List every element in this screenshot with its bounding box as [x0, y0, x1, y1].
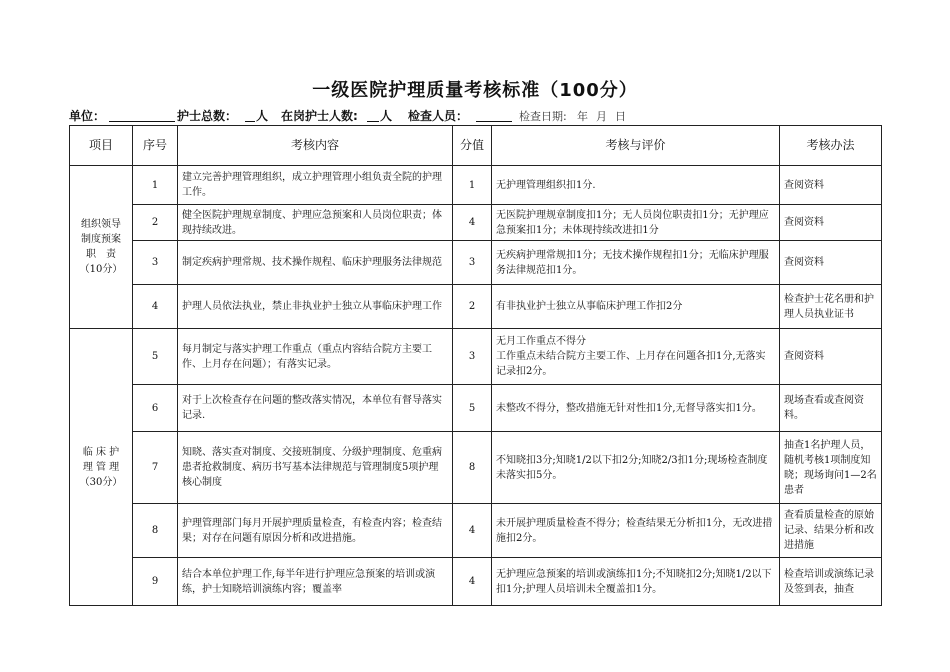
row-content: 制定疾病护理常规、技术操作规程、临床护理服务法律规范: [178, 241, 453, 285]
row-method: 查阅资料: [780, 166, 882, 205]
section-org-leadership: 组织领导 制度预案 职 责 （10分）: [70, 166, 133, 329]
info-line: [69, 107, 889, 123]
unit-label: 单位：: [69, 109, 106, 123]
row-method: 抽查1名护理人员，随机考核1项制度知晓；现场询问1—2名患者: [780, 432, 882, 504]
row-content: 护理管理部门每月开展护理质量检查，有检查内容；检查结果；对存在问题有原因分析和改进措施。: [178, 504, 453, 558]
row-score: 1: [453, 166, 492, 205]
table-row: [70, 504, 882, 558]
row-method: 查阅资料: [780, 241, 882, 285]
date-year: 年: [577, 110, 588, 123]
on-duty-unit: 人: [380, 109, 393, 123]
row-number: 9: [133, 558, 178, 606]
row-evaluation: 有非执业护士独立从事临床护理工作扣2分: [492, 285, 780, 329]
row-method: 检查培训或演练记录及签到表，抽查: [780, 558, 882, 606]
row-method: 查阅资料: [780, 205, 882, 241]
row-content: 每月制定与落实护理工作重点（重点内容结合院方主要工作、上月存在问题）；有落实记录。: [178, 329, 453, 385]
date-label: 检查日期:: [519, 110, 567, 123]
table-row: [70, 285, 882, 329]
row-score: 3: [453, 329, 492, 385]
table-row: [70, 432, 882, 504]
header-project: 项目: [70, 126, 133, 166]
table-row: [70, 558, 882, 606]
header-number: 序号: [133, 126, 178, 166]
row-evaluation: 无医院护理规章制度扣1分；无人员岗位职责扣1分；无护理应急预案扣1分；未体现持续改进扣1分: [492, 205, 780, 241]
table-row: [70, 205, 882, 241]
row-number: 3: [133, 241, 178, 285]
row-number: 1: [133, 166, 178, 205]
inspector-label: 检查人员：: [408, 109, 469, 123]
nurse-total-blank: [245, 107, 255, 122]
row-evaluation: 无月工作重点不得分 工作重点未结合院方主要工作、上月存在问题各扣1分,无落实记录扣2分。: [492, 329, 780, 385]
unit-blank: [109, 107, 175, 122]
header-method: 考核办法: [780, 126, 882, 166]
row-number: 7: [133, 432, 178, 504]
inspector-blank: [476, 107, 512, 122]
assessment-table: [69, 125, 882, 606]
date-month: 月: [596, 110, 607, 123]
row-method: 查看质量检查的原始记录、结果分析和改进措施: [780, 504, 882, 558]
row-method: 现场查看或查阅资料。: [780, 385, 882, 432]
row-content: 健全医院护理规章制度、护理应急预案和人员岗位职责；体现持续改进。: [178, 205, 453, 241]
row-method: 查阅资料: [780, 329, 882, 385]
row-score: 4: [453, 558, 492, 606]
row-score: 5: [453, 385, 492, 432]
row-evaluation: 无护理管理组织扣1分.: [492, 166, 780, 205]
row-evaluation: 未整改不得分，整改措施无针对性扣1分,无督导落实扣1分。: [492, 385, 780, 432]
row-number: 6: [133, 385, 178, 432]
table-row: [70, 166, 882, 205]
row-content: 对于上次检查存在问题的整改落实情况，本单位有督导落实记录.: [178, 385, 453, 432]
header-row: [70, 126, 882, 166]
header-content: 考核内容: [178, 126, 453, 166]
row-evaluation: 无疾病护理常规扣1分；无技术操作规程扣1分；无临床护理服务法律规范扣1分。: [492, 241, 780, 285]
row-content: 建立完善护理管理组织，成立护理管理小组负责全院的护理工作。: [178, 166, 453, 205]
row-score: 2: [453, 285, 492, 329]
section-clinical-nursing: 临 床 护 理 管 理 （30分）: [70, 329, 133, 606]
page-title: 一级医院护理质量考核标准（100分）: [312, 80, 638, 101]
date-day: 日: [615, 110, 626, 123]
row-evaluation: 不知晓扣3分;知晓1/2以下扣2分;知晓2/3扣1分;现场检查制度未落实扣5分。: [492, 432, 780, 504]
row-content: 知晓、落实查对制度、交接班制度、分级护理制度、危重病患者抢救制度、病历书写基本法律规范与管理制度5项护理核心制度: [178, 432, 453, 504]
nurse-total-label: 护士总数：: [177, 109, 238, 123]
row-score: 8: [453, 432, 492, 504]
row-number: 8: [133, 504, 178, 558]
row-number: 5: [133, 329, 178, 385]
row-number: 4: [133, 285, 178, 329]
nurse-total-unit: 人: [256, 109, 269, 123]
row-score: 4: [453, 504, 492, 558]
header-score: 分值: [453, 126, 492, 166]
row-score: 3: [453, 241, 492, 285]
table-row: [70, 329, 882, 385]
row-score: 4: [453, 205, 492, 241]
row-method: 检查护士花名册和护理人员执业证书: [780, 285, 882, 329]
on-duty-blank: [367, 107, 379, 122]
table-row: [70, 241, 882, 285]
row-number: 2: [133, 205, 178, 241]
row-content: 护理人员依法执业，禁止非执业护士独立从事临床护理工作: [178, 285, 453, 329]
row-content: 结合本单位护理工作,每半年进行护理应急预案的培训或演练，护士知晓培训演练内容；覆盖率: [178, 558, 453, 606]
header-evaluation: 考核与评价: [492, 126, 780, 166]
table-row: [70, 385, 882, 432]
row-evaluation: 无护理应急预案的培训或演练扣1分;不知晓扣2分;知晓1/2以下扣1分;护理人员培训未全覆盖扣1分。: [492, 558, 780, 606]
on-duty-label: 在岗护士人数:: [281, 109, 358, 123]
row-evaluation: 未开展护理质量检查不得分；检查结果无分析扣1分，无改进措施扣2分。: [492, 504, 780, 558]
